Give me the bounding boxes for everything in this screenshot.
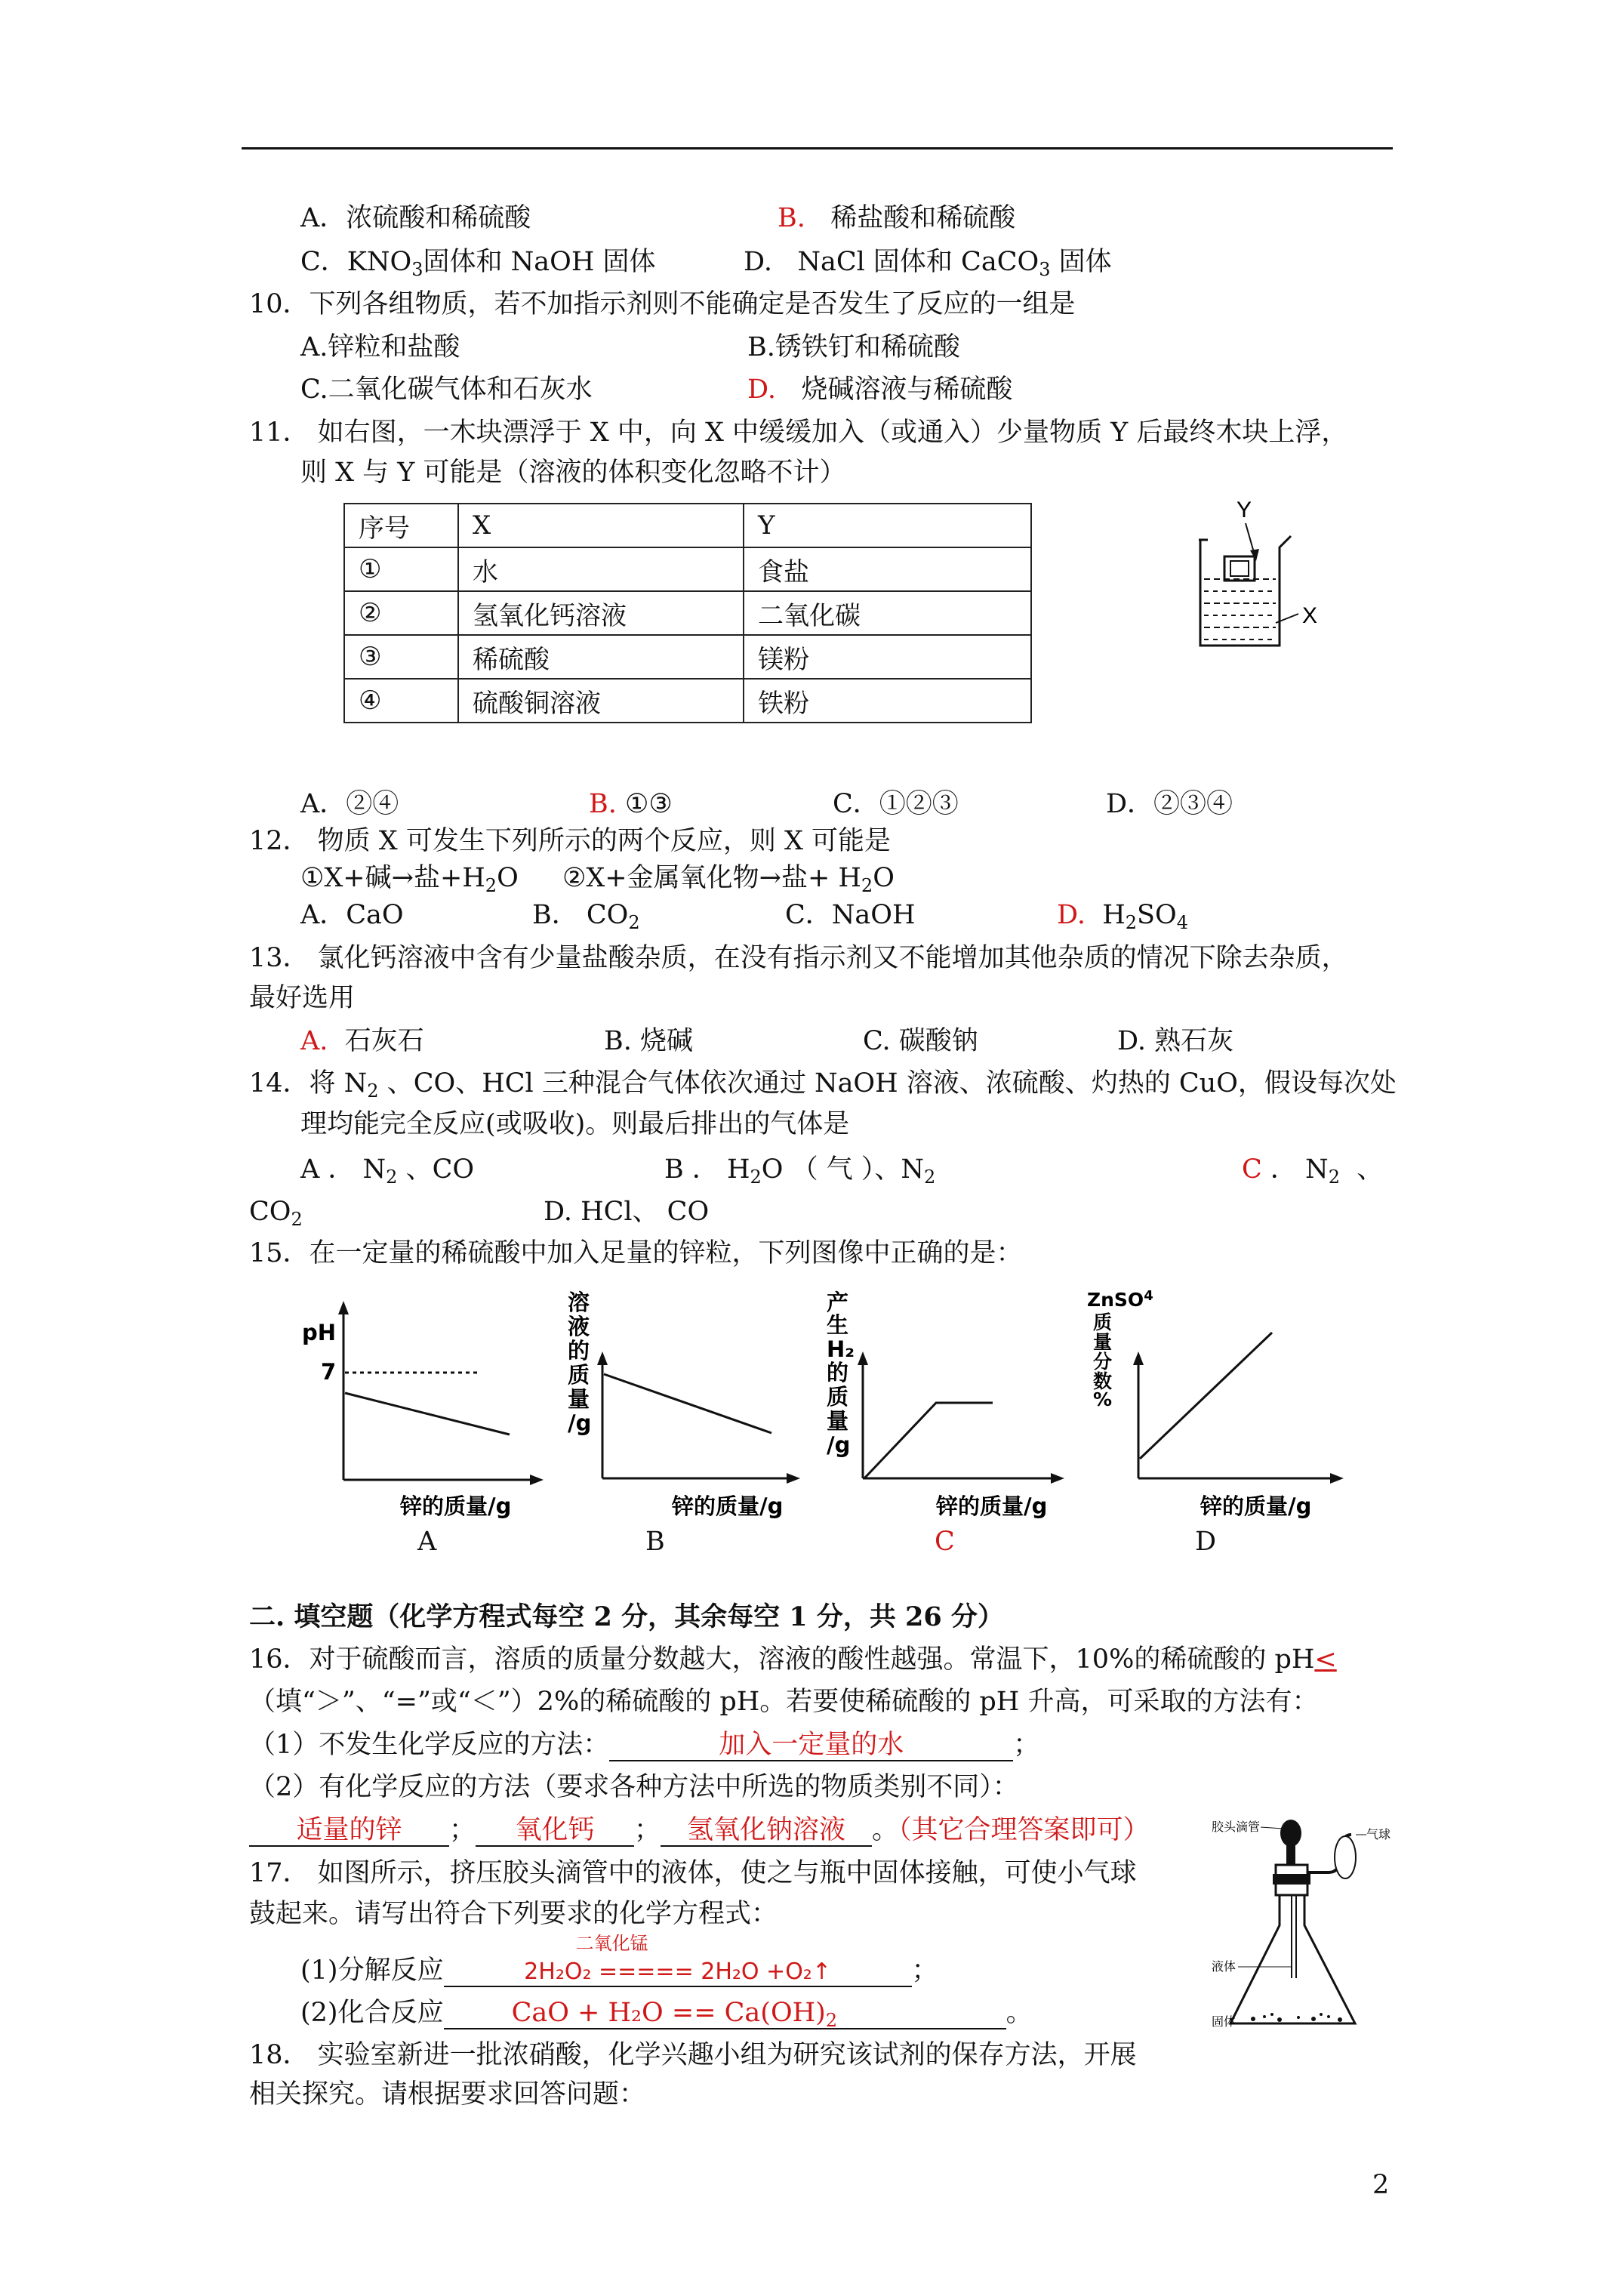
q14-option-a: A ． $N_2$ 、CO: [300, 1154, 475, 1188]
graph-c-y-label: 质: [827, 1384, 849, 1410]
q11-stem-line1: 11． 如右图，一木块漂浮于 X 中，向 X 中缓缓加入（或通入）少量物质 Y 后最终木块上浮，: [249, 418, 1348, 448]
q12-option-b: B． $CO_2$: [532, 900, 640, 933]
table-cell: 水: [458, 547, 744, 591]
q16-subq-1: （1）不发生化学反应的方法： 加入一定量的水 ；: [249, 1730, 1040, 1760]
q14-option-d: D. HCl、 CO: [544, 1197, 710, 1227]
q16-stem-line1: 16．对于硫酸而言，溶质的质量分数越大，溶液的酸性越强。常温下，10%的稀硫酸的 pH<: [249, 1644, 1337, 1675]
graph-c-y-label: H₂: [827, 1336, 855, 1362]
q11-option-d: D．②③④: [1106, 789, 1233, 819]
table-row: [344, 635, 1031, 679]
q13-stem-line1: 13． 氯化钙溶液中含有少量盐酸杂质，在没有指示剂又不能增加其他杂质的情况下除去杂质，: [249, 943, 1348, 973]
graph-a: [294, 1295, 544, 1544]
table-header-row: [344, 504, 1031, 547]
q10-option-b: B.锈铁钉和稀硫酸: [747, 332, 960, 362]
graph-d-y-label: 分: [1093, 1351, 1113, 1373]
q11-stem-line2: 则 X 与 Y 可能是（溶液的体积变化忽略不计）: [300, 458, 846, 488]
q10-option-a: A.锌粒和盐酸: [300, 332, 460, 362]
q16-stem-line2: （填“＞”、“=”或“＜”）2%的稀硫酸的 pH。若要使稀硫酸的 pH 升高，可采取的方法有：: [249, 1687, 1319, 1717]
table-header: 序号: [344, 504, 458, 547]
graph-d-y-label: %: [1093, 1388, 1113, 1410]
table-header: X: [458, 504, 744, 547]
table-cell: 二氧化碳: [744, 591, 1031, 635]
flask-label-dropper: 胶头滴管: [1212, 1821, 1261, 1834]
q12-reaction-2: ②X+金属氧化物→盐+ $H_2O$: [562, 863, 895, 896]
q16-answers: 适量的锌 ； 氧化钙 ； 氢氧化钠溶液 。（其它合理答案即可）: [249, 1814, 1150, 1847]
graph-d: [1079, 1284, 1351, 1544]
q12-reaction-1: ①X+碱→盐$+H_2O$: [300, 863, 519, 896]
q13-option-d: D. 熟石灰: [1117, 1026, 1234, 1056]
q13-stem-line2: 最好选用: [249, 983, 356, 1013]
q10-stem: 10．下列各组物质，若不加指示剂则不能确定是否发生了反应的一组是: [249, 289, 1076, 319]
q11-option-c: C．①②③: [833, 789, 959, 819]
graph-c-x-label: 锌的质量/g: [936, 1493, 1048, 1519]
graph-c-y-label: 产: [827, 1290, 849, 1315]
q11-option-b: B. ①③: [589, 789, 673, 819]
graph-b-y-label: 的: [568, 1338, 590, 1364]
flask-label-balloon: 气球: [1366, 1829, 1391, 1841]
q14-option-c-cont: $CO_2$: [249, 1197, 303, 1230]
table-cell: 稀硫酸: [458, 635, 744, 679]
q12-stem: 12． 物质 X 可发生下列所示的两个反应，则 X 可能是: [249, 826, 891, 856]
section-2-title: 二. 填空题（化学方程式每空 2 分，其余每空 1 分，共 26 分）: [249, 1601, 1004, 1632]
q17-equation-1: 2H₂O₂ ===== 2H₂O +O₂↑: [524, 1959, 831, 1985]
beaker-figure: [1185, 495, 1336, 668]
flask-figure: [1208, 1812, 1449, 2046]
graph-b-y-label: 液: [568, 1314, 590, 1339]
table-cell: 食盐: [744, 547, 1031, 591]
graph-b: [559, 1284, 808, 1544]
q10-option-c: C.二氧化碳气体和石灰水: [300, 374, 593, 405]
graph-c-y-label: /g: [827, 1432, 851, 1458]
table-cell: ②: [344, 591, 458, 635]
q12-option-a: A．CaO: [300, 900, 404, 930]
q13-option-c: C. 碳酸钠: [863, 1026, 978, 1056]
graph-d-y-label: ZnSO$^4$: [1087, 1288, 1153, 1311]
table-header: Y: [744, 504, 1031, 547]
graph-a-letter: A: [417, 1527, 437, 1557]
beaker-y-label: Y: [1236, 498, 1252, 522]
q12-option-c: C．NaOH: [785, 900, 916, 930]
q17-stem-line1: 17． 如图所示，挤压胶头滴管中的液体，使之与瓶中固体接触，可使小气球: [249, 1858, 1137, 1888]
graph-d-y-label: 量: [1093, 1331, 1113, 1353]
table-cell: 硫酸铜溶液: [458, 679, 744, 723]
table-cell: 氢氧化钙溶液: [458, 591, 744, 635]
q16-subq-2: （2）有化学反应的方法（要求各种方法中所选的物质类别不同）：: [249, 1772, 1019, 1802]
q17-catalyst: 二氧化锰: [575, 1933, 648, 1954]
page-number: 2: [1372, 2170, 1390, 2200]
table-row: [344, 679, 1031, 723]
q14-stem-line1: 14．将 $N_2$ 、CO、HCl 三种混合气体依次通过 NaOH 溶液、浓硫酸、灼热的 CuO，假设每次处: [249, 1068, 1397, 1102]
q12-option-d: D. $H_2SO_4$: [1057, 900, 1188, 933]
graph-b-letter: B: [645, 1527, 665, 1557]
graph-b-y-label: /g: [568, 1410, 592, 1436]
q9-option-b: B. 稀盐酸和稀硫酸: [778, 203, 1016, 233]
graph-b-y-label: 溶: [568, 1290, 590, 1315]
table-row: [344, 591, 1031, 635]
table-cell: ①: [344, 547, 458, 591]
graph-c: [815, 1284, 1072, 1544]
graph-d-x-label: 锌的质量/g: [1200, 1493, 1312, 1519]
graph-d-letter: D: [1195, 1527, 1217, 1557]
graph-a-tick-7: 7: [321, 1359, 337, 1385]
graph-c-letter: C: [935, 1527, 955, 1557]
q14-option-b: B ． $H_2O$ （ 气 ）、$N_2$: [664, 1154, 936, 1188]
table-cell: ③: [344, 635, 458, 679]
table-cell: ④: [344, 679, 458, 723]
header-rule: [242, 147, 1393, 149]
graph-b-y-label: 量: [568, 1386, 590, 1412]
graph-a-y-label: pH: [302, 1320, 337, 1345]
graph-b-y-label: 质: [568, 1362, 590, 1388]
q15-stem: 15．在一定量的稀硫酸中加入足量的锌粒，下列图像中正确的是：: [249, 1238, 1023, 1268]
q9-option-a: A．浓硫酸和稀硫酸: [300, 203, 531, 233]
q17-subq-2: (2)化合反应 CaO + $H_2O == Ca(OH)_2$ 。: [300, 1998, 1033, 2031]
q14-stem-line2: 理均能完全反应(或吸收)。则最后排出的气体是: [300, 1109, 850, 1139]
graph-a-x-label: 锌的质量/g: [400, 1493, 512, 1519]
table-row: [344, 547, 1031, 591]
q17-subq-1: (1)分解反应 二氧化锰 2H₂O₂ ===== 2H₂O +O₂↑ ；: [300, 1954, 938, 1987]
graph-b-x-label: 锌的质量/g: [672, 1493, 784, 1519]
q13-option-a: A. 石灰石: [300, 1026, 424, 1056]
q11-table: [343, 503, 1032, 723]
q10-option-d: D. 烧碱溶液与稀硫酸: [747, 374, 1013, 405]
table-cell: 铁粉: [744, 679, 1031, 723]
table-cell: 镁粉: [744, 635, 1031, 679]
graph-c-y-label: 生: [827, 1312, 849, 1338]
graph-c-y-label: 量: [827, 1408, 849, 1434]
q9-option-d: D. NaCl 固体和 CaCO$_3$ 固体: [744, 247, 1112, 280]
q18-stem-line1: 18． 实验室新进一批浓硝酸，化学兴趣小组为研究该试剂的保存方法，开展: [249, 2040, 1137, 2070]
graph-d-y-label: 数: [1093, 1370, 1113, 1392]
q11-option-a: A．②④: [300, 789, 399, 819]
q13-option-b: B. 烧碱: [604, 1026, 693, 1056]
q17-stem-line2: 鼓起来。请写出符合下列要求的化学方程式：: [249, 1899, 778, 1929]
graph-c-y-label: 的: [827, 1360, 849, 1385]
flask-label-liquid: 液体: [1212, 1961, 1236, 1974]
flask-label-solid: 固体: [1212, 2016, 1236, 2029]
beaker-x-label: X: [1302, 603, 1318, 628]
q14-option-c: C ． $N_2$ 、: [1242, 1154, 1384, 1188]
graph-d-y-label: 质: [1093, 1311, 1113, 1333]
q9-option-c: C．$KNO_3$固体和 NaOH 固体: [300, 247, 656, 280]
q18-stem-line2: 相关探究。请根据要求回答问题：: [249, 2079, 646, 2110]
